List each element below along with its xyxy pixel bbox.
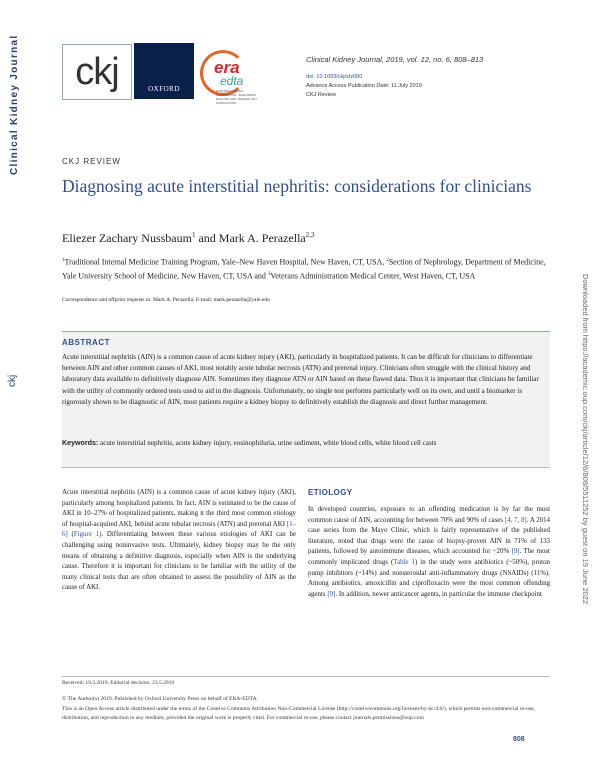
abstract-bottom-rule [62,467,550,468]
advance-access-date: Advance Access Publication Date: 11 July 2019 [306,83,422,89]
author-name[interactable]: Mark A. Perazella [218,231,306,245]
oxford-logo-text: OXFORD [148,85,180,93]
correspondence: Correspondence and offprint requests to: Mark A. Perazella; E-mail: mark.perazella@yale.edu [62,297,270,303]
reference-link[interactable]: [4, 7, 8] [504,516,527,524]
sidebar-journal-name: Clinical Kidney Journal [9,34,20,175]
reference-link[interactable]: [9] [327,590,336,598]
table-link[interactable]: Table 1 [393,558,415,566]
etiology-paragraph [308,505,550,600]
author-affiliation-sup: 1 [191,231,196,239]
etiology-text: . A 2014 case series from the Mayo Clinic, which is fairly representative of the published literature, noted that drugs were the cause of biopsy-proven AIN in 71% of 133 patients, followed by autoimmune diseases, which accounted for ~20% [308,516,550,556]
intro-text: ( [67,531,74,539]
journal-citation: Clinical Kidney Journal, 2019, vol. 12, no. 6, 808–813 [306,55,484,64]
etiology-text: . The most commonly implicated drugs ( [308,548,550,566]
figure-link[interactable]: Figure 1 [73,531,100,539]
license-text: This is an Open Access article distributed under the terms of the Creative Commons Attribution Non-Commercial License (http://creativecommons.org/licenses/by-nc/4.0/), which permits non-commercial re-use, distribution, and reproduction in any medium, provided the original work is properly cited. For commercial re-use, please contact journals.permissions@oup.com [62,705,535,722]
ckj-logo: ckj [62,44,132,100]
era-tagline: EUROPEAN RENAL ASSOCIATION - EUROPEAN DIALYSIS AND TRANSPLANT ASSOCIATION [216,89,257,105]
reference-link[interactable]: [1–6] [62,520,296,539]
affiliation-3: Veterans Administration Medical Center, West Haven, CT, USA [270,271,476,281]
reference-link[interactable]: [9] [511,548,520,556]
keywords [62,438,547,448]
affiliation-sup: 2 [386,258,389,263]
abstract-top-rule [62,331,550,332]
etiology-text: . In addition, newer anticancer agents, in particular the immune checkpoint [335,590,542,598]
edta-logo-text: edta [220,74,244,88]
author-list [62,231,315,246]
section-type: CKJ REVIEW [62,157,121,166]
affiliations [62,255,550,282]
footer-rule [62,676,550,677]
keywords-label: Keywords: [62,439,99,447]
page-number: 808 [513,736,525,743]
intro-text: Acute interstitial nephritis (AIN) is a common cause of acute kidney injury (AKI), particularly among hospitalized patients. In fact, AIN is estimated to be the cause of AKI in 10–27% of hospitalized patients, making it the third most common etiology of hospital-acquired AKI, behind acute tubular necrosis (ATN) and prerenal AKI [62,489,296,528]
sidebar-ckj-mark: ckj [7,374,18,387]
oxford-logo [134,43,194,99]
affiliation-2: Section of Nephrology, Department of Medicine, Yale University School of Medicine, New Haven, CT, USA and [62,257,546,281]
received-dates: Received: 19.3.2019; Editorial decision: 23.5.2019 [62,680,175,686]
doi-link[interactable]: doi: 10.1093/ckj/sfz080 [306,74,363,80]
author-separator: and [195,231,219,245]
download-note: Downloaded from https://academic.oup.com/ckj/article/12/6/808/5511252 by guest on 19 June 2022 [581,274,590,605]
etiology-heading: ETIOLOGY [308,488,353,497]
era-edta-logo [198,44,264,105]
affiliation-sup: 3 [267,271,271,277]
affiliation-sup: 1 [62,258,65,263]
license-block [62,695,550,724]
keywords-list: acute interstitial nephritis, acute kidney injury, eosinophiluria, urine sediment, white blood cells, white blood cell casts [98,439,437,447]
intro-text: ). Differentiating between these various etiologies of AKI can be challenging using noninvasive tests. Ultimately, kidney biopsy may be the only means of obtaining a definitive diagnosis, especially when AIN is the underlying cause. Therefore it is important for clinicians to be familiar with the utility of the many clinical tests that are often obtained to assess the possibility of AIN as the cause of AKI. [62,531,296,592]
article-title: Diagnosing acute interstitial nephritis: considerations for clinicians [62,176,532,196]
copyright-line: © The Author(s) 2019. Published by Oxford University Press on behalf of ERA-EDTA. [62,696,259,702]
era-logo-text: era [214,58,240,77]
author-name[interactable]: Eliezer Zachary Nussbaum [62,231,192,245]
affiliation-1: Traditional Internal Medicine Training Program, Yale–New Haven Hospital, New Haven, CT, USA, [64,257,387,267]
etiology-text: ) in the study were antibiotics (~50%), proton pump inhibitors (~14%) and nonsteroidal anti-inflammatory drugs (NSAIDs) (11%). Among antibiotics, amoxicillin and ciprofloxacin were the most common offending agents [308,558,550,598]
review-label: CKJ Review [306,92,336,98]
intro-paragraph [62,488,296,594]
abstract-body: Acute interstitial nephritis (AIN) is a common cause of acute kidney injury (AKI), particularly in hospitalized patients. It can be difficult for clinicians to differentiate between AIN and other common causes of AKI, most notably acute tubular necrosis (ATN) and prerenal injury. Clinicians often struggle with the clinical history and laboratory data available to definitively diagnose AIN. Sometimes they diagnose ATN or AIN based on these flawed data. Thus it is important that clinicians be familiar with the utility of commonly ordered tests used to aid in the diagnosis. Unfortunately, no single test performs particularly well on its own, and until a biomarker is rigorously shown to be diagnostic of AIN, most patients require a kidney biopsy to definitively establish the diagnosis and direct further management. [62,353,539,406]
abstract-heading: ABSTRACT [62,338,110,347]
etiology-text: In developed countries, exposure to an offending medication is by far the most common cause of AIN, accounting for between 70% and 90% of cases [308,506,550,524]
author-affiliation-sup: 2,3 [305,231,315,239]
